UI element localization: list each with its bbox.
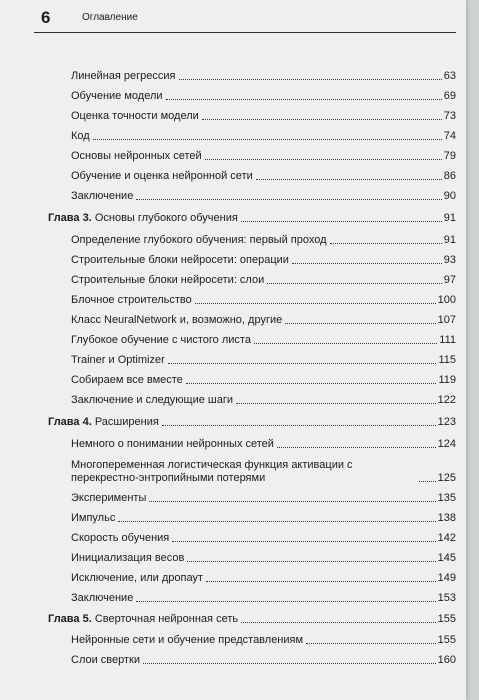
toc-section-entry xyxy=(71,532,456,545)
toc-section-entry xyxy=(71,354,456,367)
toc-page-number: 155 xyxy=(437,634,456,646)
toc-entry-text: Скорость обучения xyxy=(71,532,170,544)
toc-entry-title xyxy=(71,150,202,163)
toc-entry-text: Расширения xyxy=(94,416,159,428)
toc-section-entry xyxy=(71,438,456,451)
toc-page-number: 107 xyxy=(437,314,456,326)
chapter-number: Глава 3. xyxy=(48,212,92,224)
toc-section-entry xyxy=(71,512,456,525)
toc-entry-text: Линейная регрессия xyxy=(71,70,176,82)
dot-leader xyxy=(205,159,442,160)
toc-page-number: 123 xyxy=(437,416,456,428)
toc-section-entry xyxy=(71,552,456,565)
toc-entry-text: Обучение модели xyxy=(71,90,163,102)
dot-leader xyxy=(179,79,442,80)
toc-page-number: 149 xyxy=(437,572,456,584)
toc-entry-text: Сверточная нейронная сеть xyxy=(94,613,239,625)
dot-leader xyxy=(419,481,436,482)
toc-entry-text: Заключение xyxy=(71,190,134,202)
toc-page-number: 160 xyxy=(437,654,456,666)
dot-leader xyxy=(187,561,435,562)
dot-leader xyxy=(202,119,442,120)
toc-entry-text: Строительные блоки нейросети: операции xyxy=(71,254,289,266)
toc-entry-text: Заключение и следующие шаги xyxy=(71,394,233,406)
toc-entry-title xyxy=(71,354,165,367)
toc-page-number: 115 xyxy=(438,354,456,366)
toc-entry-text: Заключение xyxy=(71,592,134,604)
toc-entry-text: Основы глубокого обучения xyxy=(94,212,238,224)
toc-page-number: 91 xyxy=(443,234,456,246)
toc-chapter-entry xyxy=(48,212,456,225)
toc-section-entry xyxy=(71,70,456,83)
toc-entry-title xyxy=(71,90,163,103)
toc-entry-title xyxy=(71,572,203,585)
toc-entry-text: Слои свертки xyxy=(71,654,141,666)
toc-section-entry xyxy=(71,274,456,287)
toc-entry-text: Исключение, или дропаут xyxy=(71,572,203,584)
toc-entry-text: Основы нейронных сетей xyxy=(71,150,202,162)
dot-leader xyxy=(195,303,436,304)
toc-section-entry xyxy=(71,130,456,143)
toc-entry-title xyxy=(71,170,253,183)
toc-entry-text: Многопеременная логистическая функция активации с перекрестно-энтропийными потерями xyxy=(71,459,353,484)
toc-entry-text: Код xyxy=(71,130,90,142)
toc-page-number: 97 xyxy=(443,274,456,286)
toc-page-number: 153 xyxy=(437,592,456,604)
toc-page-number: 69 xyxy=(443,90,456,102)
toc-entry-title xyxy=(71,334,251,347)
toc-page-number: 142 xyxy=(437,532,456,544)
toc-page-number: 90 xyxy=(443,190,456,202)
toc-section-entry xyxy=(71,492,456,505)
dot-leader xyxy=(292,263,442,264)
toc-entry-text: Немного о понимании нейронных сетей xyxy=(71,438,274,450)
toc-section-entry xyxy=(71,254,456,267)
dot-leader xyxy=(330,243,442,244)
dot-leader xyxy=(206,581,436,582)
toc-section-entry xyxy=(71,110,456,123)
toc-section-entry xyxy=(71,634,456,647)
toc-section-entry xyxy=(71,394,456,407)
toc-entry-title xyxy=(71,438,274,451)
toc-section-entry xyxy=(71,572,456,585)
dot-leader xyxy=(241,622,436,623)
toc-section-entry xyxy=(71,314,456,327)
toc-section-entry xyxy=(71,234,456,247)
toc-entry-title xyxy=(71,130,90,143)
toc-entry-title xyxy=(71,654,140,667)
toc-section-entry xyxy=(71,459,456,485)
toc-section-entry xyxy=(71,374,456,387)
toc-entry-title xyxy=(71,634,303,647)
toc-entry-text: Инициализация весов xyxy=(71,552,185,564)
toc-section-entry xyxy=(71,334,456,347)
toc-entry-title xyxy=(71,512,115,525)
toc-entry-title xyxy=(48,212,238,225)
toc-page-number: 86 xyxy=(443,170,456,182)
toc-entry-title xyxy=(48,416,159,429)
toc-entry-title xyxy=(71,314,282,327)
toc-section-entry xyxy=(71,90,456,103)
dot-leader xyxy=(267,283,442,284)
toc-entry-text: Собираем все вместе xyxy=(71,374,183,386)
toc-entry-text: Импульс xyxy=(71,512,116,524)
toc-section-entry xyxy=(71,654,456,667)
dot-leader xyxy=(93,139,442,140)
toc-entry-text: Глубокое обучение с чистого листа xyxy=(71,334,251,346)
dot-leader xyxy=(149,501,435,502)
toc-entry-text: Строительные блоки нейросети: слои xyxy=(71,274,265,286)
toc-page-number: 119 xyxy=(438,374,456,386)
toc-page-number: 63 xyxy=(443,70,456,82)
dot-leader xyxy=(285,323,435,324)
toc-page-number: 138 xyxy=(437,512,456,524)
toc-page-number: 124 xyxy=(437,438,456,450)
dot-leader xyxy=(186,383,437,384)
toc-entry-title xyxy=(71,492,146,505)
toc-entry-title xyxy=(71,274,264,287)
dot-leader xyxy=(241,221,442,222)
toc-entry-text: Оценка точности модели xyxy=(71,110,199,122)
toc-entry-title xyxy=(71,532,169,545)
toc-entry-title xyxy=(71,294,192,307)
dot-leader xyxy=(166,99,442,100)
toc-page-number: 79 xyxy=(443,150,456,162)
toc-chapter-entry xyxy=(48,613,456,626)
toc-page-number: 73 xyxy=(443,110,456,122)
toc-section-entry xyxy=(71,190,456,203)
toc-entry-title xyxy=(71,459,416,485)
toc-page-number: 155 xyxy=(437,613,456,625)
toc-page-number: 125 xyxy=(437,472,456,484)
toc-entry-text: Класс NeuralNetwork и, возможно, другие xyxy=(71,314,283,326)
toc-entry-title xyxy=(71,110,199,123)
toc-entry-text: Определение глубокого обучения: первый проход xyxy=(71,234,327,246)
toc-page-number: 74 xyxy=(443,130,456,142)
toc-page-number: 145 xyxy=(437,552,456,564)
dot-leader xyxy=(236,403,436,404)
toc-entry-text: Обучение и оценка нейронной сети xyxy=(71,170,253,182)
toc-page-number: 135 xyxy=(437,492,456,504)
toc-entry-title xyxy=(71,254,289,267)
toc-entry-title xyxy=(48,613,238,626)
dot-leader xyxy=(162,425,436,426)
toc-entry-text: Блочное строительство xyxy=(71,294,192,306)
page-number: 6 xyxy=(41,8,51,27)
toc-chapter-entry xyxy=(48,416,456,429)
toc-entry-title xyxy=(71,374,183,387)
chapter-number: Глава 4. xyxy=(48,416,92,428)
dot-leader xyxy=(172,541,435,542)
dot-leader xyxy=(136,601,435,602)
toc-entry-title xyxy=(71,592,133,605)
toc-entry-text: Эксперименты xyxy=(71,492,147,504)
toc-page-number: 122 xyxy=(437,394,456,406)
dot-leader xyxy=(256,179,442,180)
dot-leader xyxy=(118,521,435,522)
toc-section-entry xyxy=(71,170,456,183)
toc-entry-text: Trainer и Optimizer xyxy=(71,354,165,366)
dot-leader xyxy=(143,663,436,664)
toc-section-entry xyxy=(71,294,456,307)
toc-entry-title xyxy=(71,70,176,83)
toc-entry-title xyxy=(71,394,233,407)
dot-leader xyxy=(277,447,436,448)
toc-page-number: 111 xyxy=(439,334,456,346)
toc-page-number: 91 xyxy=(443,212,456,224)
dot-leader xyxy=(136,199,441,200)
dot-leader xyxy=(306,643,436,644)
toc-section-entry xyxy=(71,150,456,163)
toc-section-entry xyxy=(71,592,456,605)
dot-leader xyxy=(168,363,437,364)
toc-page-number: 100 xyxy=(437,294,456,306)
toc-entry-title xyxy=(71,552,184,565)
chapter-number: Глава 5. xyxy=(48,613,92,625)
dot-leader xyxy=(254,343,437,344)
running-title: Оглавление xyxy=(82,12,138,23)
toc-entry-title xyxy=(71,234,327,247)
toc-page-number: 93 xyxy=(443,254,456,266)
toc-entry-title xyxy=(71,190,133,203)
toc-entry-text: Нейронные сети и обучение представлениям xyxy=(71,634,304,646)
